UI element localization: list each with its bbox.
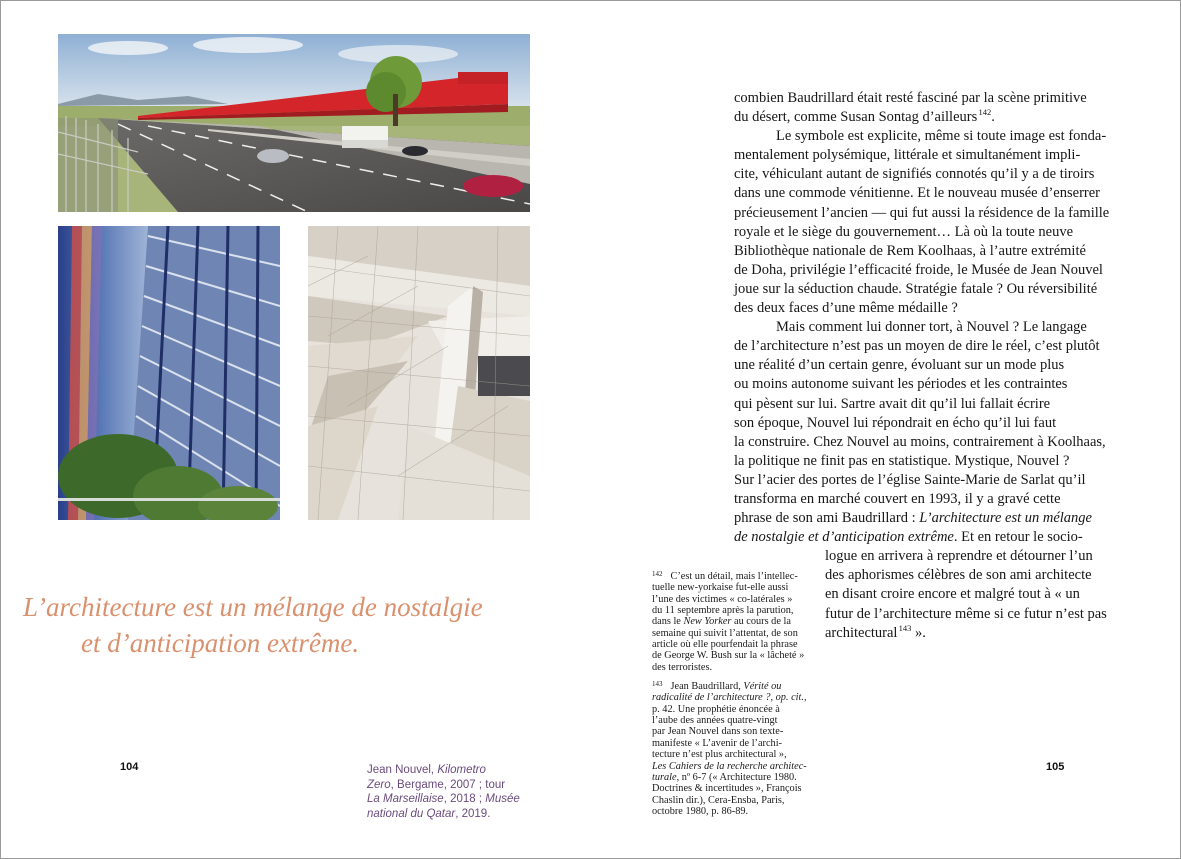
body-line: Le symbole est explicite, même si toute image est fonda- [776, 128, 1107, 145]
footnote-142-line: de George W. Bush sur la « lâcheté » [652, 650, 805, 662]
footnote-143-line: octobre 1980, p. 86-89. [652, 805, 749, 817]
body-line: joue sur la séduction chaude. Stratégie fatale ? Ou réversibilité [734, 280, 1098, 297]
highway-photo [58, 34, 530, 212]
footnote-143-line: manifeste « L’avenir de l’archi- [652, 737, 782, 749]
footnote-143-line: Les Cahiers de la recherche architec- [652, 760, 807, 772]
body-line: Bibliothèque nationale de Rem Koolhaas, à l’autre extrémité [734, 242, 1086, 259]
body-line: précieusement l’ancien — qui fut aussi la résidence de la famille [734, 204, 1110, 221]
footnote-143-line: $^{143}$ Jean Baudrillard, Vérité ou [652, 680, 782, 693]
footnote-142-line: tuelle new-yorkaise fut-elle aussi [652, 582, 789, 594]
body-line: des deux faces d’une même médaille ? [734, 300, 958, 317]
tower-facade-photo [58, 226, 280, 520]
footnote-143-line: tecture n’est plus architectural », [652, 749, 787, 761]
caption-line-4: national du Qatar, 2019. [367, 807, 491, 820]
body-line: de Doha, privilégie l’efficacité froide, le Musée de Jean Nouvel [734, 261, 1103, 278]
body-line: du désert, comme Susan Sontag d’ailleurs $^{142}$. [734, 107, 995, 126]
footnote-143-line: Doctrines & incertitudes », François [652, 783, 802, 795]
body-line: en disant croire encore et malgré tout à « un [825, 586, 1080, 603]
body-line: phrase de son ami Baudrillard : L’architecture est un mélange [734, 510, 1092, 527]
body-line: ou moins autonome suivant les périodes et les contraintes [734, 376, 1068, 393]
pull-quote-line-2: et d’anticipation extrême. [81, 628, 360, 658]
body-line: de l’architecture n’est pas un moyen de dire le réel, c’est plutôt [734, 338, 1100, 355]
footnote-142-line: des terroristes. [652, 661, 713, 673]
body-line: mentalement polysémique, littérale et simultanément impli- [734, 147, 1081, 164]
footnote-143-line: p. 42. Une prophétie énoncée à [652, 703, 780, 715]
footnotes [652, 569, 822, 817]
body-line: transforma en marché couvert en 1993, il y a gravé cette [734, 490, 1061, 507]
body-line: la construire. Chez Nouvel au moins, contrairement à Koolhaas, [734, 433, 1106, 450]
body-line: architectural $^{143}$ ». [825, 622, 926, 641]
footnote-142-line: semaine qui suivit l’attentat, de son [652, 627, 798, 639]
footnote-143-line: par Jean Nouvel dans son texte- [652, 726, 784, 738]
pull-quote-line-1: L’architecture est un mélange de nostalgie [23, 592, 483, 622]
footnote-143-line: l’aube des années quatre-vingt [652, 715, 778, 727]
museum-qatar-photo [308, 226, 530, 520]
footnote-142-line: dans le New Yorker au cours de la [652, 616, 791, 628]
body-line: Mais comment lui donner tort, à Nouvel ? Le langage [776, 319, 1087, 336]
body-line: futur de l’architecture même si ce futur n’est pas [825, 605, 1107, 622]
body-line: combien Baudrillard était resté fasciné par la scène primitive [734, 90, 1087, 106]
museum-qatar-image [308, 226, 530, 520]
caption-line-2: Zero, Bergame, 2007 ; tour [367, 778, 506, 791]
body-line: royale et le siège du gouvernement… Là où la toute neuve [734, 223, 1074, 240]
footnote-142-line: du 11 septembre après la parution, [652, 605, 794, 617]
highway-photo-image [58, 34, 530, 212]
page-number-left: 104 [120, 761, 139, 773]
footnote-143-line: Chaslin dir.), Cera-Ensba, Paris, [652, 794, 785, 806]
footnote-number-142: 142 [652, 570, 663, 578]
footnote-143-line: turale, nº 6-7 (« Architecture 1980. [652, 771, 797, 783]
footnote-ref-142: 142 [978, 107, 992, 118]
photo-caption [367, 763, 527, 821]
footnote-142-line: l’une des victimes « co-latérales » [652, 593, 793, 605]
footnote-142-line: article où elle pourfendait la phrase [652, 639, 798, 651]
body-line: logue en arrivera à reprendre et détourner l’un [825, 548, 1093, 565]
body-line: son époque, Nouvel lui répondrait en écho qu’il lui faut [734, 414, 1057, 431]
caption-line-1: Jean Nouvel, Kilometro [367, 764, 486, 776]
body-line: qui pèsent sur lui. Sartre avait dit qu’il lui fallait écrire [734, 395, 1051, 412]
body-line: de nostalgie et d’anticipation extrême. Et en retour le socio- [734, 529, 1083, 546]
tower-facade-image [58, 226, 280, 520]
page-number-right: 105 [1046, 761, 1065, 773]
footnote-143-line: radicalité de l’architecture ?, op. cit., [652, 692, 807, 704]
body-line: dans une commode vénitienne. Et le nouveau musée d’enserrer [734, 185, 1100, 202]
footnote-number-143: 143 [652, 680, 663, 689]
footnote-ref-143: 143 [898, 622, 912, 633]
body-line: une réalité d’un certain genre, évoluant sur un mode plus [734, 357, 1065, 374]
body-line: Sur l’acier des portes de l’église Sainte-Marie de Sarlat qu’il [734, 471, 1086, 488]
body-line: cite, véhiculant autant de signifiés connotés qu’il y a de tiroirs [734, 166, 1095, 183]
body-line: la politique ne finit pas en statistique. Mystique, Nouvel ? [734, 452, 1070, 469]
body-text [734, 89, 1134, 643]
caption-line-3: La Marseillaise, 2018 ; Musée [367, 793, 520, 805]
pull-quote [23, 589, 543, 661]
body-line: des aphorismes célèbres de son ami architecte [825, 567, 1092, 584]
footnote-142-line: $^{142}$ C’est un détail, mais l’intellec- [652, 570, 798, 582]
